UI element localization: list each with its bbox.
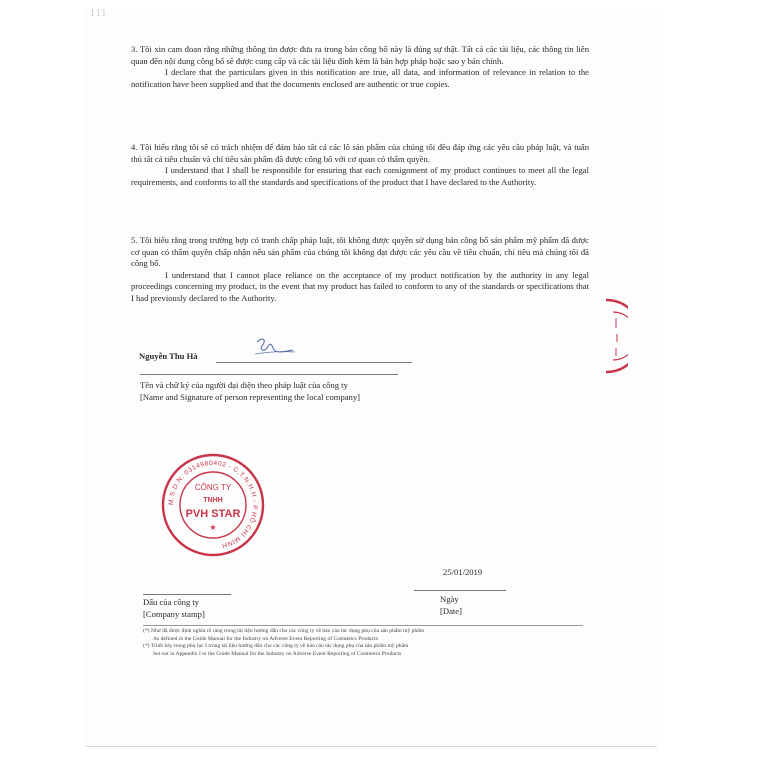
stamp-label bbox=[143, 596, 205, 620]
company-seal bbox=[160, 452, 266, 558]
partial-seal-right-edge bbox=[602, 298, 628, 374]
svg-text:★: ★ bbox=[209, 523, 217, 532]
seal-ring-text: M.S.D.N: 0314980402 - C.T.N.H.H - P.HỒ CHÍ MINH bbox=[167, 459, 259, 550]
seal-line-2: TNHH bbox=[203, 497, 223, 504]
signature-line bbox=[216, 362, 412, 363]
declaration-paragraph-5 bbox=[131, 235, 589, 305]
paragraph-en: I declare that the particulars given in this notification are true, all data, and information of relevance in relation to the notification have been supplied and that the documents enclosed are authentic or true copies. bbox=[131, 67, 589, 89]
paragraph-en: I understand that I shall be responsible for ensuring that each consignment of my product continues to meet all the legal requirements, and conforms to all the standards and specifications of the product that I have declared to the Authority. bbox=[131, 165, 589, 187]
footnote-2-en: Set out in Appendix I to the Guide Manual for the Industry on Adverse Event Reporting of Cosmetics Products bbox=[153, 650, 402, 657]
paragraph-vi: 3. Tôi xin cam đoan rằng những thông tin được đưa ra trong bản công bố này là đúng sự thật. Tất cả các tài liệu, các thông tin liên quan đến nội dung công bố sẽ được cung cấp và các tài liệu đính kèm là bản hợp pháp hoặc sao y bản chính. bbox=[131, 44, 589, 66]
declaration-paragraph-3 bbox=[131, 44, 589, 90]
date-label-vi: Ngày bbox=[440, 594, 459, 604]
footnote-1-vi: (*) Như đã được định nghĩa rõ ràng trong tài liệu hướng dẫn cho các công ty về báo cáo tác dụng phụ của sản phẩm mỹ phẩm bbox=[143, 628, 425, 634]
paragraph-vi: 5. Tôi hiểu rằng trong trường hợp có tranh chấp pháp luật, tôi không được quyền sử dụng bản công bố sản phẩm mỹ phẩm đã được cơ quan có thẩm quyền chấp nhận nếu sản phẩm của chúng tôi không đạt được các yêu cầu về tiêu chuẩn, chỉ tiêu mà chúng tôi đã công bố. bbox=[131, 235, 589, 269]
svg-text:M.S.D.N: 0314980402 - C.T.N.H. bbox=[168, 460, 259, 549]
signatory-label bbox=[140, 379, 360, 403]
seal-line-3: PVH STAR bbox=[185, 508, 241, 520]
stamp-label-en: [Company stamp] bbox=[143, 609, 205, 619]
date-label bbox=[440, 593, 462, 617]
stamp-label-vi: Dấu của công ty bbox=[143, 597, 200, 607]
footnote-rule bbox=[143, 625, 583, 626]
signature-underline bbox=[140, 374, 398, 375]
declaration-paragraph-4 bbox=[131, 142, 589, 188]
date-line bbox=[414, 590, 506, 591]
footnote-1-en: As defined in the Guide Manual for the Industry on Adverse Event Reporting of Cosmetics Products bbox=[153, 635, 378, 642]
date-label-en: [Date] bbox=[440, 606, 462, 616]
date-value: 25/01/2019 bbox=[443, 567, 483, 577]
signatory-label-vi: Tên và chữ ký của người đại diện theo pháp luật của công ty bbox=[140, 380, 348, 390]
signatory-name: Nguyễn Thu Hà bbox=[139, 351, 198, 361]
page-number-mark: 111 bbox=[90, 8, 108, 19]
paragraph-vi: 4. Tôi hiểu rằng tôi sẽ có trách nhiệm để đảm bảo tất cả các lô sản phẩm của chúng tôi đều đáp ứng các yêu cầu pháp luật, và tuân thủ tất cả tiêu chuẩn và chỉ tiêu sản phẩm đã được công bố với cơ quan có thẩm quyền. bbox=[131, 142, 589, 164]
footnotes bbox=[143, 628, 588, 658]
seal-line-1: CÔNG TY bbox=[194, 483, 232, 492]
stamp-line bbox=[143, 594, 231, 595]
footnote-2-vi: (*) Trình bày trong phụ lục I trong tài liệu hướng dẫn cho các công ty về báo cáo tác dụng phụ của sản phẩm mỹ phẩm bbox=[143, 643, 409, 650]
handwritten-signature bbox=[253, 336, 297, 360]
signatory-label-en: [Name and Signature of person representing the local company] bbox=[140, 392, 361, 402]
paragraph-en: I understand that I cannot place reliance on the acceptance of my product notification by the authority in any legal proceedings concerning my product, in the event that my product has failed to conform to any of the standards or specifications that I had previously declared to the Authority. bbox=[131, 269, 589, 303]
